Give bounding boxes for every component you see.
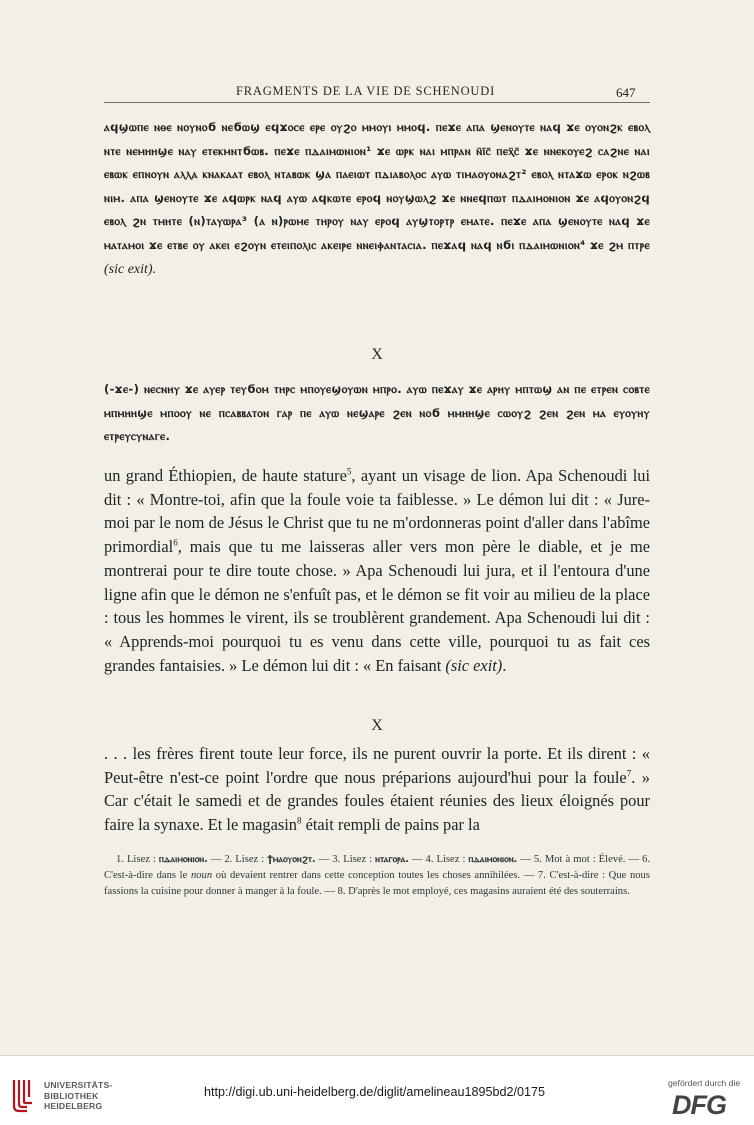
funded-by-label: gefördert durch die [668, 1078, 741, 1088]
french-text: . » Car c'était le samedi et de grandes foules étaient réunies des lieux éloignés pour faire la synaxe. Et le magasin [104, 767, 650, 835]
section-mark-2: X [371, 717, 383, 734]
french-text: . [502, 655, 507, 675]
sic-note-1: (sic exit). [104, 261, 157, 277]
running-title: FRAGMENTS DE LA VIE DE SCHENOUDI [236, 84, 496, 98]
footnote-label: 1. Lisez : [116, 854, 156, 865]
footnote-label: — 3. Lisez : [318, 854, 373, 865]
coptic-text-1: ⲁϥϣⲱⲡⲉ ⲛⲑⲉ ⲛⲟⲩⲛⲟϭ ⲛⲉϭⲱϣ ⲉϥϫⲟⲥⲉ ⲉⲣⲉ ⲟⲩϩⲟ ⲙⲙⲟⲩⲓ ⲙⲙⲟϥ. ⲡⲉϫⲉ ⲁⲡⲁ ϣⲉⲛⲟⲩⲧⲉ ⲛⲁϥ ϫⲉ ⲟⲩⲟⲛϩⲕ ⲉⲃⲟⲗ ⲛⲧⲉ ⲛⲉⲙⲏⲏϣⲉ ⲛⲁⲩ ⲉⲧⲉⲕⲙⲛⲧϭⲱⲃ. ⲡⲉϫⲉ ⲡⲇⲁⲓⲙⲱⲛⲓⲟⲛ¹ ϫⲉ ⲱⲣⲕ ⲛⲁⲓ ⲙⲡⲣⲁⲛ ⲛ̄ⲓ̄ⲥ̄ ⲡⲉⲭ̄ⲥ̄ ϫⲉ ⲛⲛⲉⲕⲟⲩⲉϩ ⲥⲁϩⲛⲉ ⲛⲁⲓ ⲉⲃⲱⲕ ⲉⲡⲛⲟⲩⲛ ⲁⲗⲗⲁ ⲕⲛⲁⲕⲁⲁⲧ ⲉⲃⲟⲗ ⲛⲧⲁⲃⲱⲕ ϣⲁ ⲡⲁⲉⲓⲱⲧ ⲡⲇⲓⲁⲃⲟⲗⲟⲥ ⲁⲩⲱ ⲧⲓⲙⲁⲟⲩⲟⲛⲁϩⲧ² ⲉⲃⲟⲗ ⲛⲧⲁϫⲱ ⲉⲣⲟⲕ ⲛϩⲱⲃ ⲛⲓⲙ. ⲁⲡⲁ ϣⲉⲛⲟⲩⲧⲉ ϫⲉ ⲁϥⲱⲣⲕ ⲛⲁϥ ⲁⲩⲱ ⲁϥⲕⲱⲧⲉ ⲉⲣⲟϥ ⲛⲟⲩϣⲱⲗϩ ϫⲉ ⲛⲛⲉϥⲡⲱⲧ ⲡⲇⲁⲓⲙⲟⲛⲓⲟⲛ ϫⲉ ⲁϥⲟⲩⲟⲛϩϥ ⲉⲃⲟⲗ ϩⲛ ⲧⲙⲏⲧⲉ (ⲛ)ⲧⲁⲩⲱⲣⲁ³ (ⲁ ⲛ)ⲣⲱⲙⲉ ⲧⲏⲣⲟⲩ ⲛⲁⲩ ⲉⲣⲟϥ ⲁⲩϣⲧⲟⲣⲧⲣ ⲉⲙⲁⲧⲉ. ⲡⲉϫⲉ ⲁⲡⲁ ϣⲉⲛⲟⲩⲧⲉ ⲛⲁϥ ϫⲉ ⲙⲁⲧⲁⲙⲟⲓ ϫⲉ ⲉⲧⲃⲉ ⲟⲩ ⲁⲕⲉⲓ ⲉϩⲟⲩⲛ ⲉⲧⲉⲓⲡⲟⲗⲓⲥ ⲁⲕⲉⲓⲣⲉ ⲛⲛⲉⲓⲫⲁⲛⲧⲁⲥⲓⲁ. ⲡⲉϫⲁϥ ⲛⲁϥ ⲛϭⲓ ⲡⲇⲁⲓⲙⲱⲛⲓⲟⲛ⁴ ϫⲉ ϩⲙ ⲡⲧⲣⲉ [104, 120, 650, 252]
french-translation-1 [104, 464, 650, 677]
dfg-logo[interactable]: DFG [672, 1090, 726, 1120]
coptic-text-2: (-ϫⲉ-) ⲛⲉⲥⲛⲏⲩ ϫⲉ ⲁⲩⲉⲣ ⲧⲉⲩϭⲟⲙ ⲧⲏⲣⲥ ⲙⲡⲟⲩⲉϣⲟⲩⲱⲛ ⲙⲡⲣⲟ. ⲁⲩⲱ ⲡⲉϫⲁⲩ ϫⲉ ⲁⲣⲏⲩ ⲙⲡⲧⲱϣ ⲁⲛ ⲡⲉ ⲉⲧⲣⲉⲛ ⲥⲟⲃⲧⲉ ⲙⲡⲙⲏⲏϣⲉ ⲙⲡⲟⲟⲩ ⲛⲉ ⲡⲥⲁⲃⲃⲁⲧⲟⲛ ⲅⲁⲣ ⲡⲉ ⲁⲩⲱ ⲛⲉϣⲁⲣⲉ ϩⲉⲛ ⲛⲟϭ ⲙⲙⲏⲏϣⲉ ⲥⲱⲟⲩϩ ϩⲉⲛ ϩⲉⲛ ⲙⲁ ⲉⲩⲟⲩⲏⲩ ⲉⲧⲣⲉⲩⲥⲩⲛⲁⲅⲉ. [104, 382, 650, 444]
french-text: , mais que tu me laisseras aller vers mon père le diable, et je me montrerai pour te dire toute chose. » Apa Schenoudi lui jura, et il l'entoura d'une ligne afin que le démon ne s'enfuît pas, et le démon se fit voir au milieu de la place : tous les hommes le virent, ils se troublèrent grandement. Apa Schenoudi lui dit : « Apprends-moi pourquoi tu es venu dans cette ville, pourquoi tu as fait ces grandes fantaisies. » Le démon lui dit : « En faisant [104, 537, 650, 675]
library-name-line: HEIDELBERG [44, 1101, 103, 1111]
footnote-ref-5: 5 [346, 466, 352, 477]
footnote-ref-8: 8 [296, 815, 302, 826]
footnote-coptic: ϯⲙⲁⲟⲩⲟⲛϩⲧ. [267, 854, 316, 865]
footnote-coptic: ⲛⲧⲁⲅⲟⲣⲁ. [375, 854, 409, 865]
footnote-label: — 2. Lisez : [210, 854, 265, 865]
permalink-url[interactable]: http://digi.ub.uni-heidelberg.de/diglit/amelineau1895bd2/0175 [204, 1085, 545, 1099]
library-name-line: BIBLIOTHEK [44, 1090, 99, 1101]
footnote-coptic: ⲡⲇⲁⲓⲙⲟⲛⲓⲟⲛ. [468, 854, 518, 865]
sic-note-2: (sic exit) [445, 655, 503, 675]
page-number: 647 [616, 85, 636, 100]
digitization-footer [0, 1055, 754, 1125]
french-translation-2 [104, 742, 650, 837]
footnote-text: où devaient rentrer dans cette conception toutes les choses annihilées. — 7. C'est-à-dire : Que nous fassions la cuisine pour donner à manger à la foule. — 8. D'après le mot employé, ces magasins auraient été des souterrains. [104, 870, 650, 897]
french-text: était rempli de pains par la [301, 815, 480, 835]
university-library-logo-icon[interactable] [10, 1076, 36, 1114]
footnote-text: — 5. Mot à mot : Élevé. — 6. C'est-à-dire dans le [104, 854, 650, 881]
header-rule [104, 102, 650, 103]
french-text: un grand Éthiopien, de haute stature [104, 466, 347, 485]
library-name[interactable] [44, 1080, 113, 1112]
french-text: , ayant un visage de lion. Apa Schenoudi lui dit : « Montre-toi, afin que la foule voie ta faiblesse. » Le démon lui dit : « Jure-moi par le nom de Jésus le Christ que tu ne m'ordonneras point d'aller dans l'abîme primordial [104, 466, 650, 557]
section-mark-1: X [371, 346, 383, 363]
coptic-passage-2 [104, 378, 650, 449]
coptic-passage-1 [104, 116, 650, 281]
footnote-ref-7: 7 [626, 768, 632, 779]
library-name-line: UNIVERSITÄTS- [44, 1080, 113, 1090]
french-text: . . . les frères firent toute leur force, ils ne purent ouvrir la porte. Et ils dirent : « Peut-être n'est-ce point l'ordre que nous préparions aujourd'hui pour la foule [104, 744, 650, 787]
footnote-label: — 4. Lisez : [411, 854, 466, 865]
footnotes [104, 852, 650, 900]
running-head [0, 84, 754, 104]
footnote-ref-6: 6 [173, 537, 178, 548]
footnote-italic: noun [190, 870, 213, 881]
footnote-coptic: ⲡⲇⲁⲓⲙⲟⲛⲓⲟⲛ. [158, 854, 208, 865]
